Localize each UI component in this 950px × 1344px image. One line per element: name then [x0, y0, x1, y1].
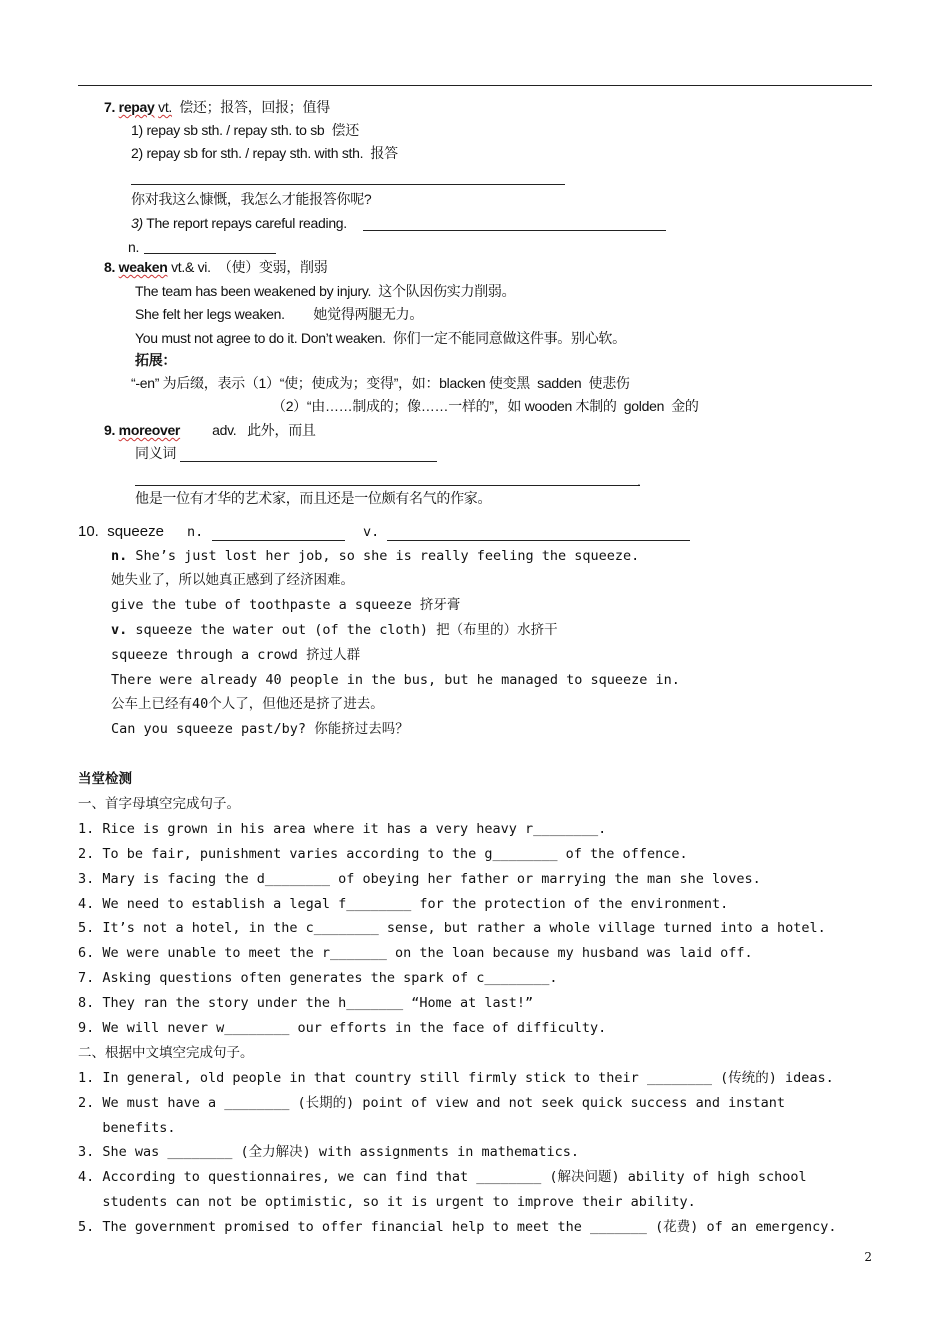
part-of-speech: vt. — [158, 99, 173, 115]
vocab-repay-heading — [104, 100, 330, 114]
noun-label: n. — [187, 524, 204, 540]
example-translation: 她失业了，所以她真正感到了经济困难。 — [111, 572, 354, 588]
answer-blank[interactable] — [212, 540, 345, 541]
answer-blank[interactable] — [131, 184, 565, 185]
quiz-question: 6. We were unable to meet the r_______ on the loan because my husband was laid off. — [78, 945, 753, 961]
example-sentence — [111, 624, 558, 638]
example-translation: 公车上已经有40个人了，但他还是挤了进去。 — [111, 696, 384, 712]
quiz-question: 2. We must have a ________ (长期的) point of view and not seek quick success and instant — [78, 1095, 785, 1111]
sentence-period: . — [637, 473, 641, 489]
answer-blank[interactable] — [180, 461, 437, 462]
part2-title: 二、根据中文填空完成句子。 — [78, 1045, 254, 1061]
part-of-speech: adv. — [212, 422, 237, 438]
extension-line: （2）“由……制成的；像……一样的”，如 wooden 木制的 golden 金的 — [272, 398, 699, 414]
quiz-question: 1. In general, old people in that country still firmly stick to their ________ (传统的) ideas. — [78, 1070, 834, 1086]
example-sentence: You must not agree to do it. Don’t weaken. 你们一定不能同意做这件事。别心软。 — [135, 330, 626, 346]
sense-label: v. — [111, 622, 128, 638]
answer-blank[interactable] — [387, 540, 690, 541]
meaning: （使）变弱，削弱 — [217, 259, 328, 275]
example-sentence: give the tube of toothpaste a squeeze 挤牙膏 — [111, 597, 461, 613]
quiz-question: 1. Rice is grown in his area where it has a very heavy r________. — [78, 821, 607, 837]
answer-blank[interactable] — [363, 230, 666, 231]
quiz-question-continued: benefits. — [78, 1120, 176, 1136]
part1-title: 一、首字母填空完成句子。 — [78, 796, 240, 812]
vocab-weaken-heading — [104, 260, 327, 274]
header-rule — [78, 85, 872, 86]
quiz-question: 7. Asking questions often generates the spark of c________. — [78, 970, 558, 986]
extension-line: “-en” 为后缀，表示（1）“使；使成为；变得”，如：blacken 使变黑 sadden 使悲伤 — [131, 375, 630, 391]
example-sentence — [111, 550, 639, 564]
headword: repay — [118, 99, 155, 115]
quiz-question: 4. We need to establish a legal f________ for the protection of the environment. — [78, 896, 729, 912]
vocab-moreover-heading — [104, 423, 316, 437]
part-of-speech: vt.& vi. — [171, 259, 211, 275]
usage-line: 1) repay sb sth. / repay sth. to sb 偿还 — [131, 122, 359, 138]
item-number: 8. — [104, 259, 116, 275]
example-sentence: She felt her legs weaken. 她觉得两腿无力。 — [135, 306, 424, 322]
quiz-question-continued: students can not be optimistic, so it is urgent to improve their ability. — [78, 1194, 696, 1210]
quiz-title: 当堂检测 — [78, 771, 132, 787]
answer-blank[interactable] — [144, 253, 276, 254]
example-text: squeeze the water out (of the cloth) 把（布里的）水挤干 — [127, 622, 558, 638]
headword: squeeze — [107, 523, 164, 540]
headword: moreover — [118, 422, 181, 438]
quiz-question: 9. We will never w________ our efforts in the face of difficulty. — [78, 1020, 607, 1036]
item-number: 10. — [78, 523, 99, 540]
example-text: She’s just lost her job, so she is really feeling the squeeze. — [127, 548, 640, 564]
usage-number: 3) — [131, 215, 143, 231]
chinese-prompt: 你对我这么慷慨，我怎么才能报答你呢? — [131, 191, 372, 207]
quiz-question: 8. They ran the story under the h_______ “Home at last!” — [78, 995, 534, 1011]
headword: weaken — [118, 259, 168, 275]
chinese-prompt: 他是一位有才华的艺术家，而且还是一位颇有名气的作家。 — [135, 490, 492, 506]
usage-line: 2) repay sb for sth. / repay sth. with sth. 报答 — [131, 145, 398, 161]
example-sentence: Can you squeeze past/by? 你能挤过去吗？ — [111, 721, 409, 737]
page-number: 2 — [864, 1250, 872, 1264]
usage-text: The report repays careful reading. — [142, 215, 347, 231]
extension-label: 拓展： — [135, 352, 177, 368]
quiz-question: 4. According to questionnaires, we can find that ________ (解决问题) ability of high school — [78, 1169, 807, 1185]
item-number: 7. — [104, 99, 116, 115]
item-number: 9. — [104, 422, 116, 438]
quiz-question: 5. It’s not a hotel, in the c________ sense, but rather a whole village turned into a hotel. — [78, 920, 826, 936]
sense-label: n. — [111, 548, 128, 564]
example-sentence: There were already 40 people in the bus, but he managed to squeeze in. — [111, 672, 680, 688]
quiz-question: 2. To be fair, punishment varies according to the g________ of the offence. — [78, 846, 688, 862]
usage-line — [131, 216, 347, 230]
meaning: 偿还；报答，回报；值得 — [179, 99, 330, 115]
synonym-label: 同义词 — [135, 445, 177, 461]
noun-label: n. — [128, 239, 140, 255]
answer-blank[interactable] — [135, 485, 640, 486]
quiz-question: 3. She was ________ (全力解决) with assignments in mathematics. — [78, 1144, 580, 1160]
quiz-question: 5. The government promised to offer financial help to meet the _______ (花费) of an emergency. — [78, 1219, 837, 1235]
verb-label: v. — [363, 524, 380, 540]
meaning: 此外，而且 — [247, 422, 316, 438]
example-sentence: squeeze through a crowd 挤过人群 — [111, 647, 361, 663]
quiz-question: 3. Mary is facing the d________ of obeying her father or marrying the man she loves. — [78, 871, 761, 887]
vocab-squeeze-heading — [78, 524, 164, 539]
example-sentence: The team has been weakened by injury. 这个队因伤实力削弱。 — [135, 283, 516, 299]
